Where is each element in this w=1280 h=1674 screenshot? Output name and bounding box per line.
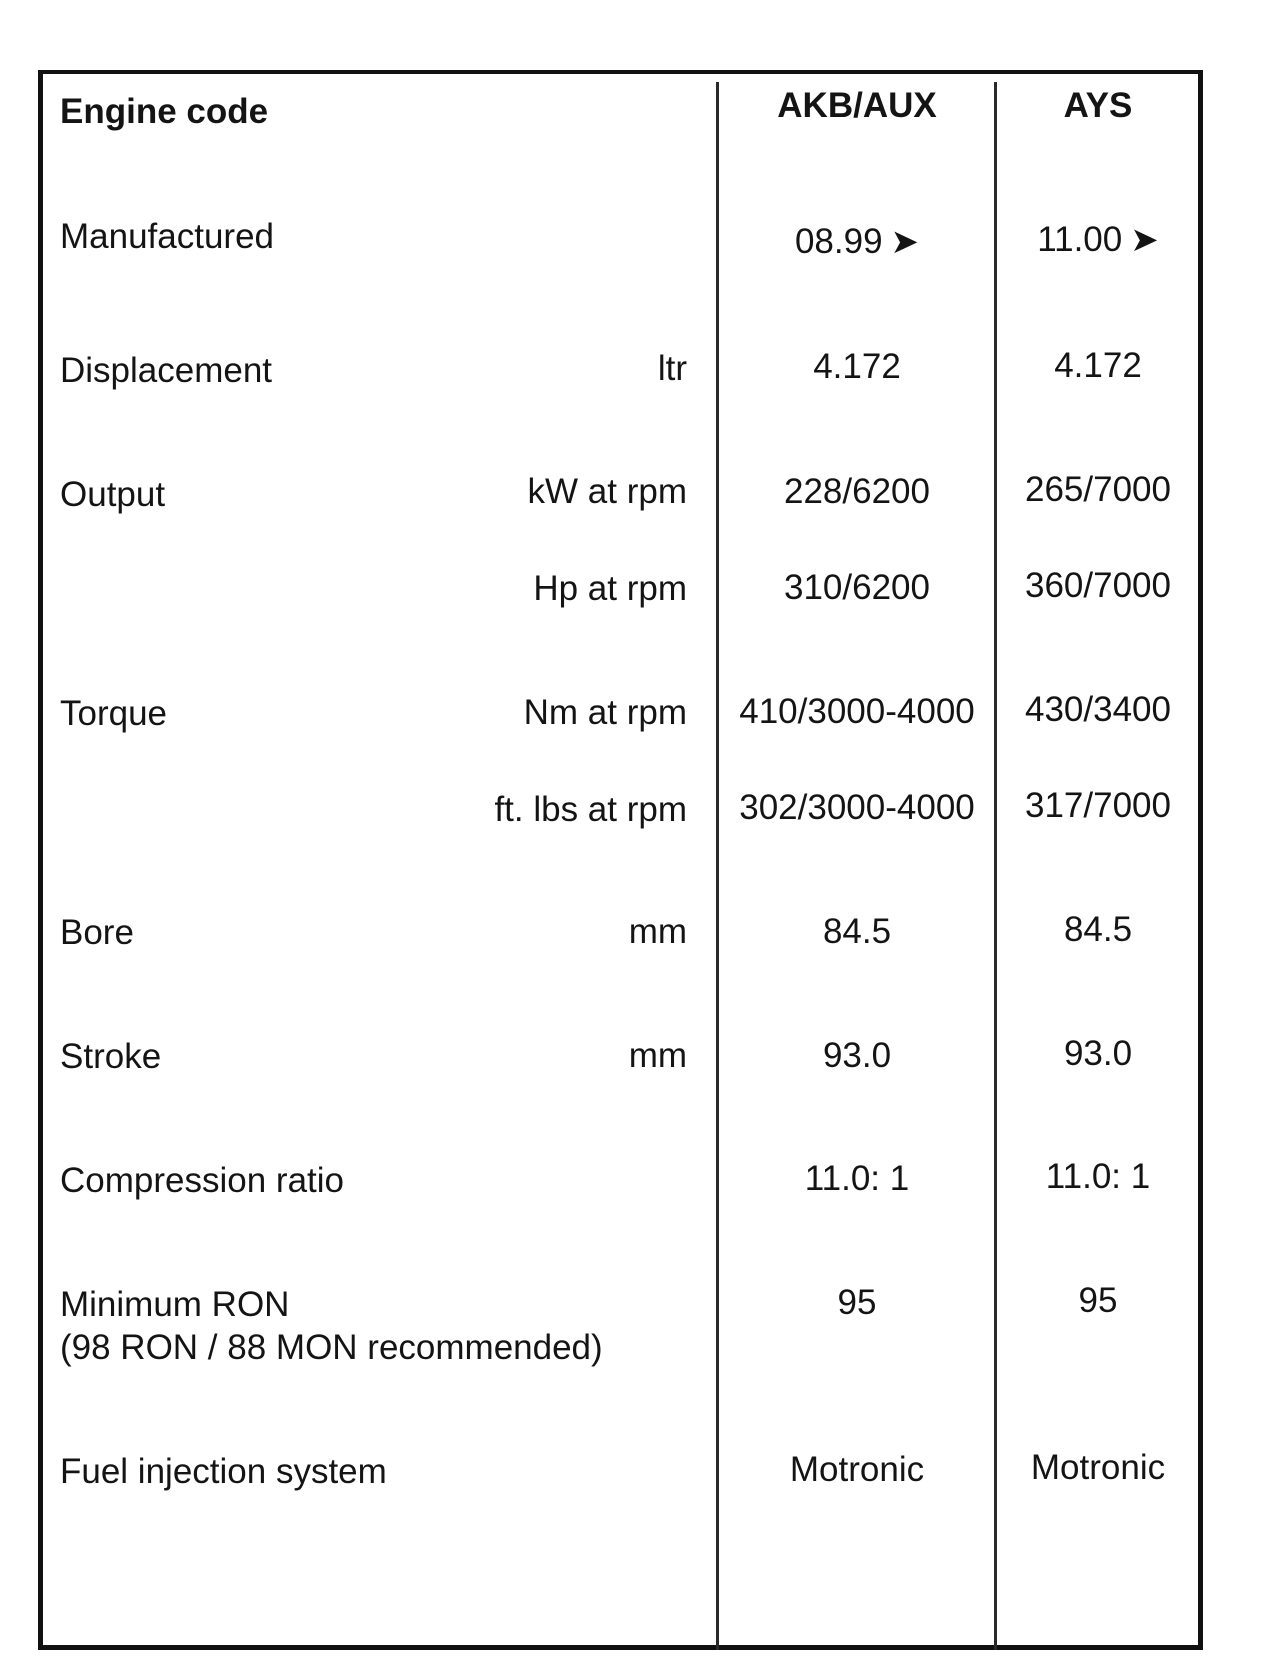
row-unit-output-kw: kW at rpm <box>527 472 687 511</box>
cell-compression-akb: 11.0: 1 <box>804 1159 910 1198</box>
row-unit-torque-nm: Nm at rpm <box>523 693 687 732</box>
engine-spec-table <box>38 70 1203 1650</box>
column-divider-2 <box>994 82 997 1650</box>
cell-compression-ays: 11.0: 1 <box>1045 1157 1151 1196</box>
row-label-stroke: Stroke <box>60 1037 162 1076</box>
cell-manufactured-akb <box>722 222 992 262</box>
cell-stroke-ays: 93.0 <box>1063 1034 1133 1073</box>
cell-torque-ftlbs-ays: 317/7000 <box>1025 786 1171 825</box>
row-label-manufactured: Manufactured <box>60 217 275 256</box>
row-unit-displacement: ltr <box>657 349 687 388</box>
cell-torque-nm-akb: 410/3000-4000 <box>739 692 975 731</box>
header-engine-code: Engine code <box>60 92 269 131</box>
row-label-displacement: Displacement <box>60 351 273 390</box>
cell-output-hp-akb: 310/6200 <box>784 568 930 607</box>
row-unit-torque-ftlbs: ft. lbs at rpm <box>494 790 687 829</box>
row-unit-stroke: mm <box>628 1036 687 1075</box>
row-unit-output-hp: Hp at rpm <box>533 569 687 608</box>
cell-torque-ftlbs-akb: 302/3000-4000 <box>739 788 975 827</box>
cell-bore-akb: 84.5 <box>822 912 892 951</box>
label-line-2: (98 RON / 88 MON recommended) <box>60 1328 603 1367</box>
cell-value: 11.00 <box>1037 220 1123 259</box>
cell-output-hp-ays: 360/7000 <box>1025 566 1171 605</box>
cell-displacement-akb: 4.172 <box>813 347 901 386</box>
label-line-1: Minimum RON <box>60 1285 290 1324</box>
chevron-right-icon: ➤ <box>1130 221 1159 259</box>
cell-stroke-akb: 93.0 <box>822 1036 892 1075</box>
row-label-fuel-injection: Fuel injection system <box>60 1452 387 1491</box>
cell-displacement-ays: 4.172 <box>1054 346 1142 385</box>
cell-value: 08.99 <box>794 222 883 261</box>
row-label-output: Output <box>60 475 166 514</box>
cell-min-ron-akb: 95 <box>837 1283 877 1322</box>
header-ays: AYS <box>1063 86 1133 125</box>
header-akb-aux: AKB/AUX <box>777 86 937 125</box>
row-label-bore: Bore <box>60 913 134 952</box>
column-divider-1 <box>716 82 719 1650</box>
cell-bore-ays: 84.5 <box>1063 910 1133 949</box>
cell-fuel-injection-ays: Motronic <box>1030 1448 1166 1487</box>
cell-manufactured-ays <box>1000 220 1196 260</box>
row-label-compression-ratio: Compression ratio <box>60 1161 344 1200</box>
row-label-torque: Torque <box>60 694 168 733</box>
chevron-right-icon: ➤ <box>890 223 920 261</box>
cell-output-kw-ays: 265/7000 <box>1025 470 1171 509</box>
row-unit-bore: mm <box>628 912 687 951</box>
cell-fuel-injection-akb: Motronic <box>789 1450 925 1489</box>
cell-output-kw-akb: 228/6200 <box>784 472 930 511</box>
cell-min-ron-ays: 95 <box>1078 1281 1118 1320</box>
cell-torque-nm-ays: 430/3400 <box>1025 690 1171 729</box>
row-label-minimum-ron <box>60 1283 603 1369</box>
